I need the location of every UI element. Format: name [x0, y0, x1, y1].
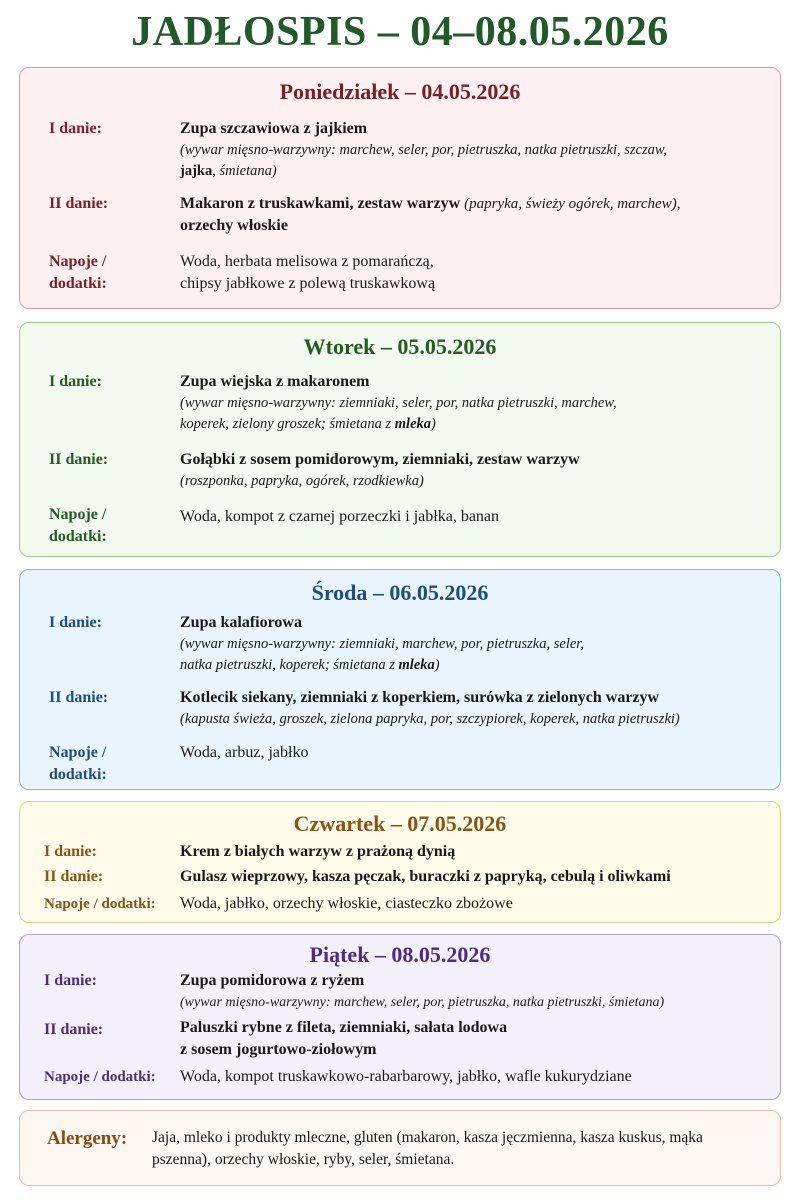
first-course-label: I danie: [44, 843, 97, 860]
drinks-label [49, 251, 107, 295]
ingredients-line: , śmietana) [212, 163, 277, 179]
second-course-label: II danie: [44, 1021, 104, 1038]
drinks [180, 251, 765, 295]
first-course-label: I danie: [49, 373, 102, 390]
allergens-text: Jaja, mleko i produkty mleczne, gluten (makaron, kasza jęczmienna, kasza kuskus, mąka pszenna), orzechy włoskie, ryby, seler, śmietana. [152, 1129, 703, 1168]
second-course-name: Makaron z truskawkami, zestaw warzyw [180, 195, 461, 212]
drinks-label: Napoje / dodatki: [44, 1069, 156, 1085]
first-course-name: Zupa kalafiorowa [180, 614, 302, 631]
ingredients-line: (wywar mięsno-warzywny: marchew, seler, por, pietruszka, natka pietruszki, szczaw, [180, 142, 668, 158]
second-course-label: II danie: [49, 195, 109, 212]
drinks [180, 893, 765, 915]
drinks-label [49, 742, 107, 786]
second-course-sides: (roszponka, papryka, ogórek, rzodkiewka) [180, 473, 424, 489]
first-course-name: Zupa wiejska z makaronem [180, 373, 370, 390]
drinks-line: Woda, arbuz, jabłko [180, 744, 309, 761]
page-title: JADŁOSPIS – 04–08.05.2026 [131, 9, 669, 55]
second-course-sides: (papryka, świeży ogórek, marchew), [464, 196, 681, 212]
second-course-name-cont: z sosem jogurtowo-ziołowym [180, 1041, 377, 1058]
day-card-monday [19, 67, 781, 309]
day-heading: Środa – 06.05.2026 [311, 580, 489, 605]
day-heading: Piątek – 08.05.2026 [309, 942, 491, 967]
day-card-thursday [19, 801, 781, 923]
drinks-line: chipsy jabłkowe z polewą truskawkową [180, 275, 436, 292]
second-course-label: II danie: [44, 868, 104, 885]
first-course-ingredients: (wywar mięsno-warzywny: marchew, seler, por, pietruszka, natka pietruszki, śmietana) [180, 995, 665, 1010]
second-course-name-cont: orzechy włoskie [180, 217, 288, 234]
second-course [180, 866, 765, 888]
first-course-label: I danie: [49, 614, 102, 631]
first-course [180, 371, 765, 435]
drinks-label-line: Napoje / [49, 506, 107, 523]
allergen-highlight: mleka [394, 416, 432, 432]
ingredients-line: ) [431, 416, 436, 432]
first-course [180, 612, 765, 676]
day-heading: Czwartek – 07.05.2026 [293, 811, 507, 836]
second-course [180, 687, 765, 730]
first-course [180, 970, 765, 1013]
first-course-label: I danie: [49, 120, 102, 137]
drinks-line: Woda, kompot z czarnej porzeczki i jabłka, banan [180, 508, 500, 525]
ingredients-line: natka pietruszki, koperek; śmietana z [180, 657, 399, 673]
second-course-name: Kotlecik siekany, ziemniaki z koperkiem, surówka z zielonych warzyw [180, 689, 660, 706]
first-course-ingredients [180, 634, 765, 676]
drinks [180, 1066, 765, 1088]
second-course [180, 193, 765, 237]
first-course [180, 841, 765, 863]
drinks-label-line: dodatki: [49, 275, 107, 292]
drinks-label-line: Napoje / [49, 744, 107, 761]
drinks [180, 506, 765, 528]
allergens-box [19, 1110, 781, 1186]
first-course [180, 118, 765, 182]
drinks-label-line: dodatki: [49, 766, 107, 783]
drinks-label: Napoje / dodatki: [44, 896, 156, 912]
second-course-label: II danie: [49, 451, 109, 468]
first-course-name: Zupa pomidorowa z ryżem [180, 972, 365, 989]
second-course-name: Gołąbki z sosem pomidorowym, ziemniaki, zestaw warzyw [180, 451, 580, 468]
day-card-wednesday [19, 569, 781, 790]
first-course-name: Zupa szczawiowa z jajkiem [180, 120, 368, 137]
drinks-label-line: dodatki: [49, 528, 107, 545]
ingredients-line: ) [434, 657, 440, 673]
second-course-label: II danie: [49, 689, 109, 706]
allergen-highlight: mleka [398, 657, 435, 673]
day-heading: Wtorek – 05.05.2026 [303, 334, 497, 359]
drinks-line: Woda, jabłko, orzechy włoskie, ciasteczko zbożowe [180, 895, 513, 912]
first-course-ingredients [180, 393, 765, 435]
drinks [180, 742, 765, 764]
drinks-label [49, 504, 107, 548]
drinks-label-line: Napoje / [49, 253, 107, 270]
first-course-ingredients [180, 140, 765, 182]
ingredients-line: (wywar mięsno-warzywny: ziemniaki, marchew, por, pietruszka, seler, [180, 636, 584, 652]
day-card-friday [19, 934, 781, 1100]
drinks-line: Woda, herbata melisowa z pomarańczą, [180, 253, 434, 270]
first-course-label: I danie: [44, 972, 97, 989]
ingredients-line: (wywar mięsno-warzywny: ziemniaki, seler, por, natka pietruszki, marchew, [180, 395, 617, 411]
allergens-label: Alergeny: [47, 1128, 128, 1149]
second-course [180, 449, 765, 492]
day-card-tuesday [19, 322, 781, 557]
first-course-name: Krem z białych warzyw z prażoną dynią [180, 843, 456, 860]
second-course-name: Paluszki rybne z fileta, ziemniaki, sałata lodowa [180, 1019, 508, 1036]
second-course-name: Gulasz wieprzowy, kasza pęczak, buraczki z papryką, cebulą i oliwkami [180, 868, 671, 885]
second-course [180, 1017, 765, 1061]
second-course-sides: (kapusta świeża, groszek, zielona papryka, por, szczypiorek, koperek, natka pietruszki) [180, 711, 680, 727]
day-heading: Poniedziałek – 04.05.2026 [279, 79, 521, 104]
allergen-highlight: jajka [180, 163, 213, 179]
ingredients-line: koperek, zielony groszek; śmietana z [180, 416, 395, 432]
drinks-line: Woda, kompot truskawkowo-rabarbarowy, jabłko, wafle kukurydziane [180, 1068, 632, 1085]
